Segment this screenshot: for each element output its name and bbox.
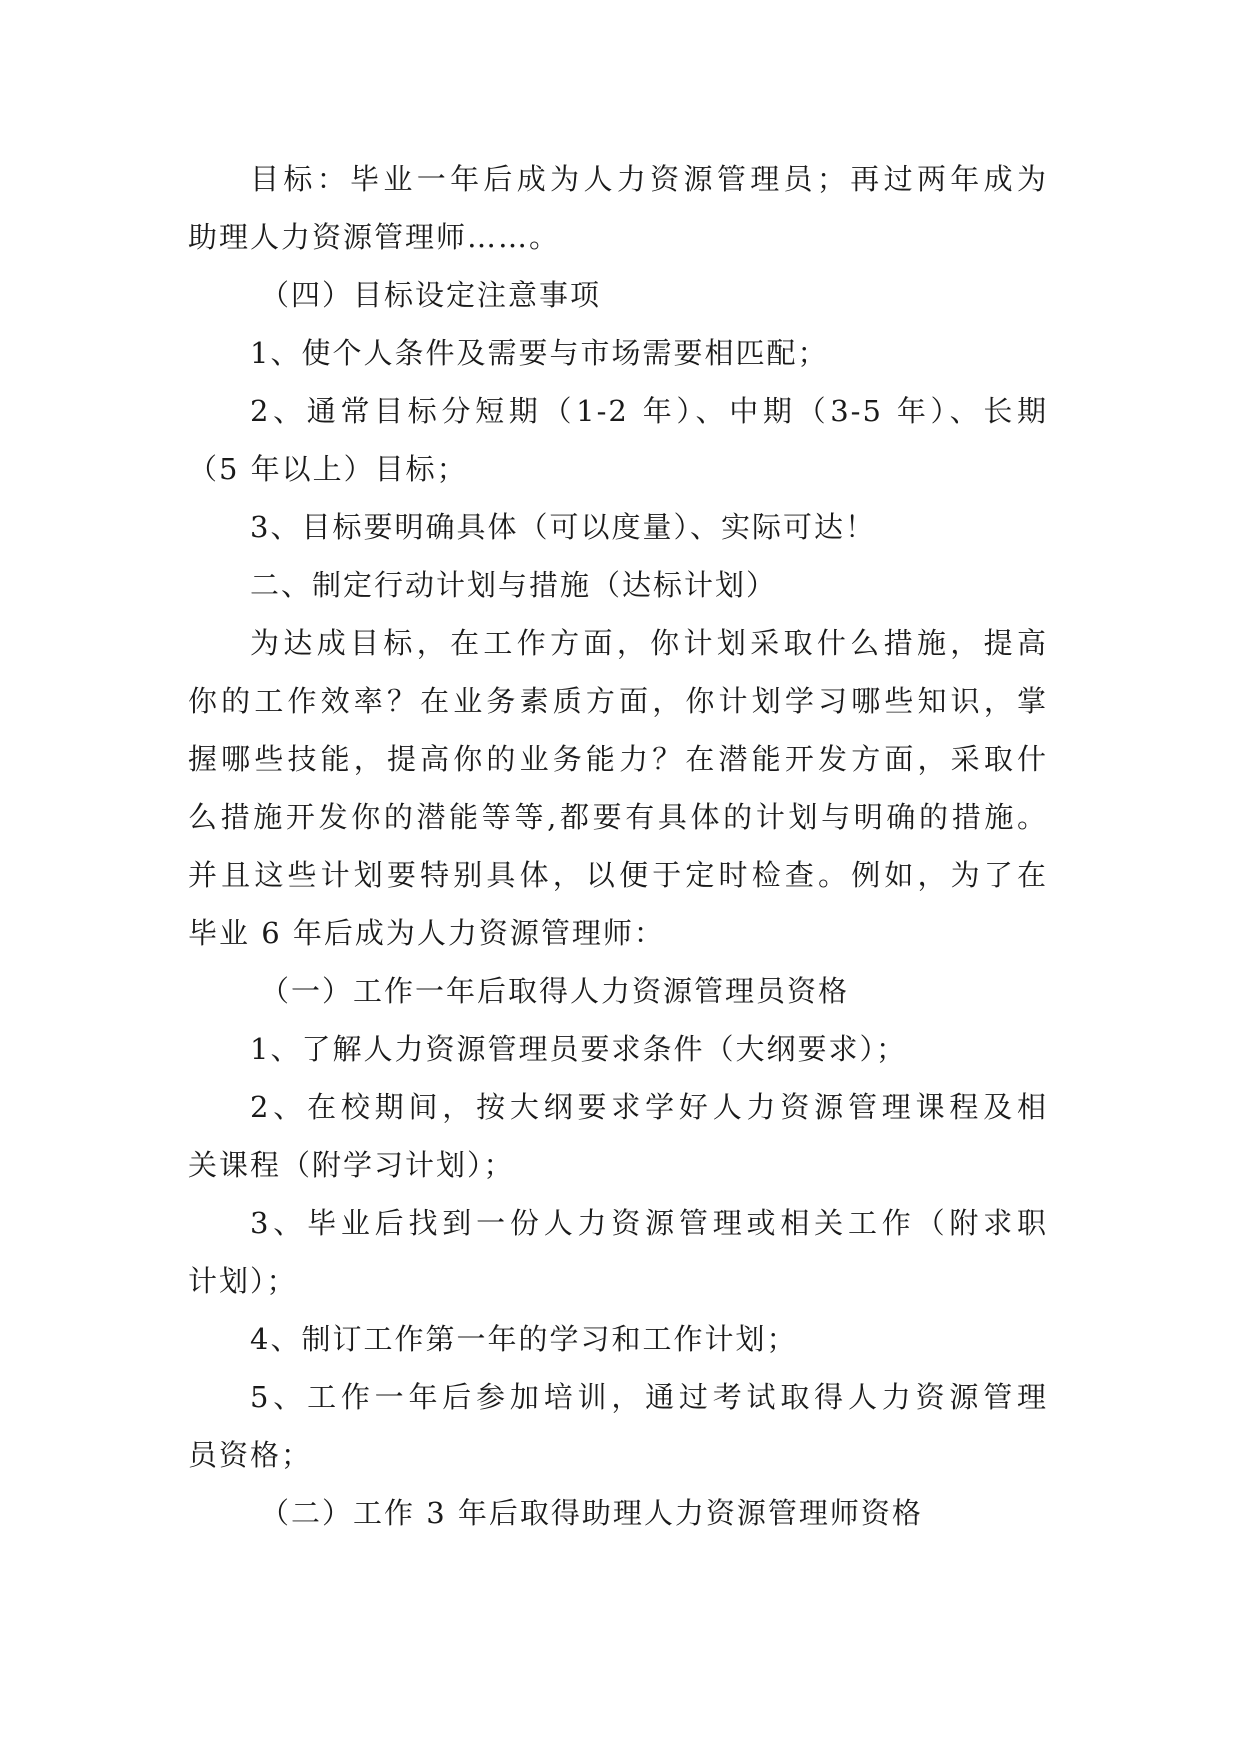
section-heading-4: （四）目标设定注意事项	[260, 278, 602, 312]
subsection-heading-2: （二）工作 3 年后取得助理人力资源管理师资格	[260, 1496, 923, 1530]
step-item-3-line-1: 3、毕业后找到一份人力资源管理或相关工作（附求职	[250, 1206, 1048, 1240]
step-item-1: 1、了解人力资源管理员要求条件（大纲要求）；	[250, 1032, 907, 1066]
document-body	[188, 150, 1048, 1542]
step-item-2-line-2: 关课程（附学习计划）；	[188, 1148, 515, 1182]
paragraph-line-6: 毕业 6 年后成为人力资源管理师：	[188, 916, 665, 950]
paragraph-line-5: 并且这些计划要特别具体，以便于定时检查。例如，为了在	[188, 858, 1048, 892]
step-item-5-line-2: 员资格；	[188, 1438, 313, 1472]
list-item-2-line-2: （5 年以上）目标；	[188, 452, 468, 486]
list-item-3: 3、目标要明确具体（可以度量）、实际可达！	[250, 510, 876, 544]
step-item-3-line-2: 计划）；	[188, 1264, 298, 1298]
paragraph-line-2: 你的工作效率？在业务素质方面，你计划学习哪些知识，掌	[188, 684, 1048, 718]
step-item-5-line-1: 5、工作一年后参加培训，通过考试取得人力资源管理	[250, 1380, 1048, 1414]
paragraph-line-3: 握哪些技能，提高你的业务能力？在潜能开发方面，采取什	[188, 742, 1048, 776]
step-item-2-line-1: 2、在校期间，按大纲要求学好人力资源管理课程及相	[250, 1090, 1048, 1124]
paragraph-line-4: 么措施开发你的潜能等等,都要有具体的计划与明确的措施。	[188, 800, 1048, 834]
goal-line-2: 助理人力资源管理师……。	[188, 220, 561, 254]
list-item-1: 1、使个人条件及需要与市场需要相匹配；	[250, 336, 829, 370]
paragraph-line-1: 为达成目标，在工作方面，你计划采取什么措施，提高	[250, 626, 1048, 660]
subsection-heading-1: （一）工作一年后取得人力资源管理员资格	[260, 974, 850, 1008]
goal-line-1: 目标：毕业一年后成为人力资源管理员；再过两年成为	[250, 162, 1048, 196]
step-item-4: 4、制订工作第一年的学习和工作计划；	[250, 1322, 798, 1356]
list-item-2-line-1: 2、通常目标分短期（1-2 年）、中期（3-5 年）、长期	[250, 394, 1048, 428]
section-heading-2: 二、制定行动计划与措施（达标计划）	[250, 568, 778, 602]
